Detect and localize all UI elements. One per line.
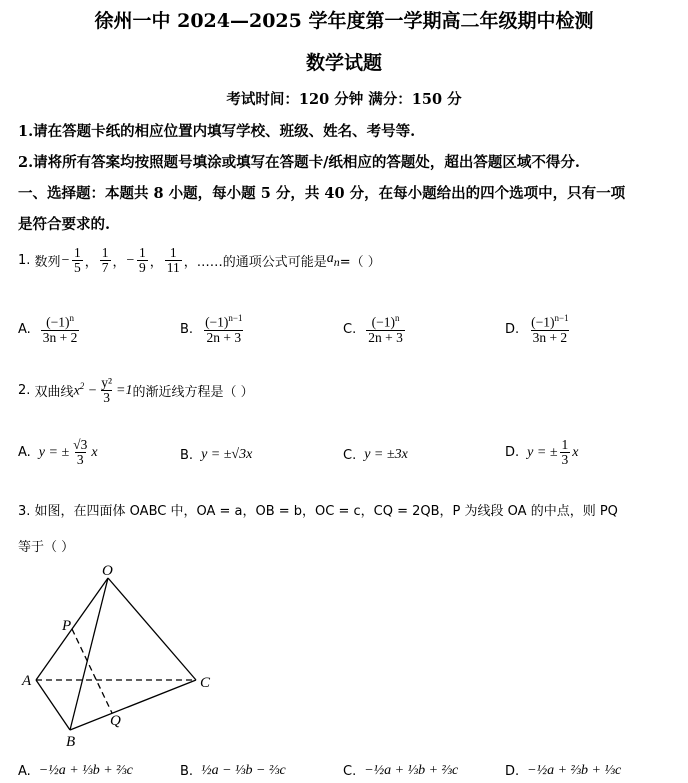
- q1-term3: $\frac{1}{9}$: [139, 245, 146, 276]
- q2-option-d[interactable]: D. y = ± $\frac{1}{3}$ x: [505, 437, 579, 468]
- q2-fraction: $\frac{\text{y²}}{3}$: [101, 375, 113, 406]
- question-3-line2: 等于（ ）: [18, 540, 75, 555]
- label-A: A: [22, 673, 32, 689]
- q2-option-b[interactable]: B. y = ±√3x: [180, 447, 253, 463]
- q3-option-c[interactable]: C. −½a + ⅓b + ⅔c: [343, 763, 459, 779]
- edge-OB: [70, 578, 108, 730]
- tetrahedron-figure: [18, 562, 228, 752]
- q2-tail: 的渐近线方程是（ ）: [132, 385, 254, 401]
- label-P: P: [62, 618, 72, 634]
- edge-BC: [70, 680, 196, 730]
- exam-info: 考试时间：120 分钟 满分：150 分: [226, 91, 462, 108]
- section-heading-line2: 是符合要求的.: [18, 216, 111, 233]
- q3-option-d[interactable]: D. −½a + ⅔b + ⅓c: [505, 763, 622, 779]
- q1-blank: =（ ）: [339, 255, 381, 271]
- edge-AB: [36, 680, 70, 730]
- q1-term2: $\frac{1}{7}$: [101, 245, 109, 276]
- q2-rhs: =1: [116, 382, 133, 398]
- q3-option-b[interactable]: B. ½a − ⅓b − ⅔c: [180, 763, 286, 779]
- q1-term4: $\frac{1}{11}$: [166, 245, 180, 276]
- q1-term3-sign: −: [125, 252, 135, 268]
- q1-an: $a_n$: [326, 251, 340, 270]
- q3-option-a[interactable]: A. −½a + ⅓b + ⅔c: [18, 763, 133, 779]
- note-2: 2.请将所有答案均按照题号填涂或填写在答题卡/纸相应的答题处，超出答题区域不得分.: [18, 154, 580, 171]
- note-1: 1.请在答题卡纸的相应位置内填写学校、班级、姓名、考号等.: [18, 123, 416, 140]
- q2-equation: $x^2$ −: [73, 381, 98, 399]
- q1-term1-sign: −: [60, 252, 71, 268]
- question-3-line1: 3. 如图，在四面体 OABC 中，OA = a，OB = b，OC = c，CQ = 2QB，P 为线段 OA 的中点，则 PQ: [18, 504, 618, 519]
- edge-OC: [108, 578, 196, 680]
- question-2: [18, 376, 254, 405]
- q2-number: 2.: [18, 383, 31, 399]
- label-O: O: [102, 563, 113, 579]
- q1-option-d[interactable]: D. $\frac{(-1)^{n-1}}{3n + 2}$: [505, 313, 569, 345]
- label-C: C: [200, 675, 211, 691]
- q2-option-c[interactable]: C. y = ±3x: [343, 447, 408, 463]
- q1-option-c[interactable]: C. $\frac{(-1)^n}{2n + 3}$: [343, 313, 403, 345]
- q1-term1: $\frac{1}{5}$: [74, 245, 81, 276]
- q1-tail: ，……的通项公式可能是: [183, 255, 327, 271]
- label-Q: Q: [110, 713, 121, 729]
- q1-option-b[interactable]: B. $\frac{(-1)^{n-1}}{2n + 3}$: [180, 313, 243, 345]
- exam-subtitle: 数学试题: [305, 52, 382, 74]
- question-1: 1. 数列 − $\frac{1}{5}$ ， $\frac{1}{7}$ ， − $\frac{1}{9}$ ， $\frac{1}{11}$ ，……的通项公式可能是 $a_n$ =（ ）: [18, 245, 381, 276]
- q2-option-a[interactable]: A. y = ± $\frac{√3}{3}$ x: [18, 437, 98, 468]
- section-heading-line1: 一、选择题：本题共 8 小题，每小题 5 分，共 40 分，在每小题给出的四个选项中，只有一项: [18, 185, 626, 202]
- q1-number: 1.: [18, 253, 31, 269]
- q2-lead: 双曲线: [34, 385, 74, 401]
- exam-title: 徐州一中 2024—2025 学年度第一学期高二年级期中检测: [94, 10, 594, 32]
- q1-lead: 数列: [34, 255, 61, 271]
- q1-option-a[interactable]: A. $\frac{(-1)^n}{3n + 2}$: [18, 313, 78, 345]
- label-B: B: [66, 734, 76, 750]
